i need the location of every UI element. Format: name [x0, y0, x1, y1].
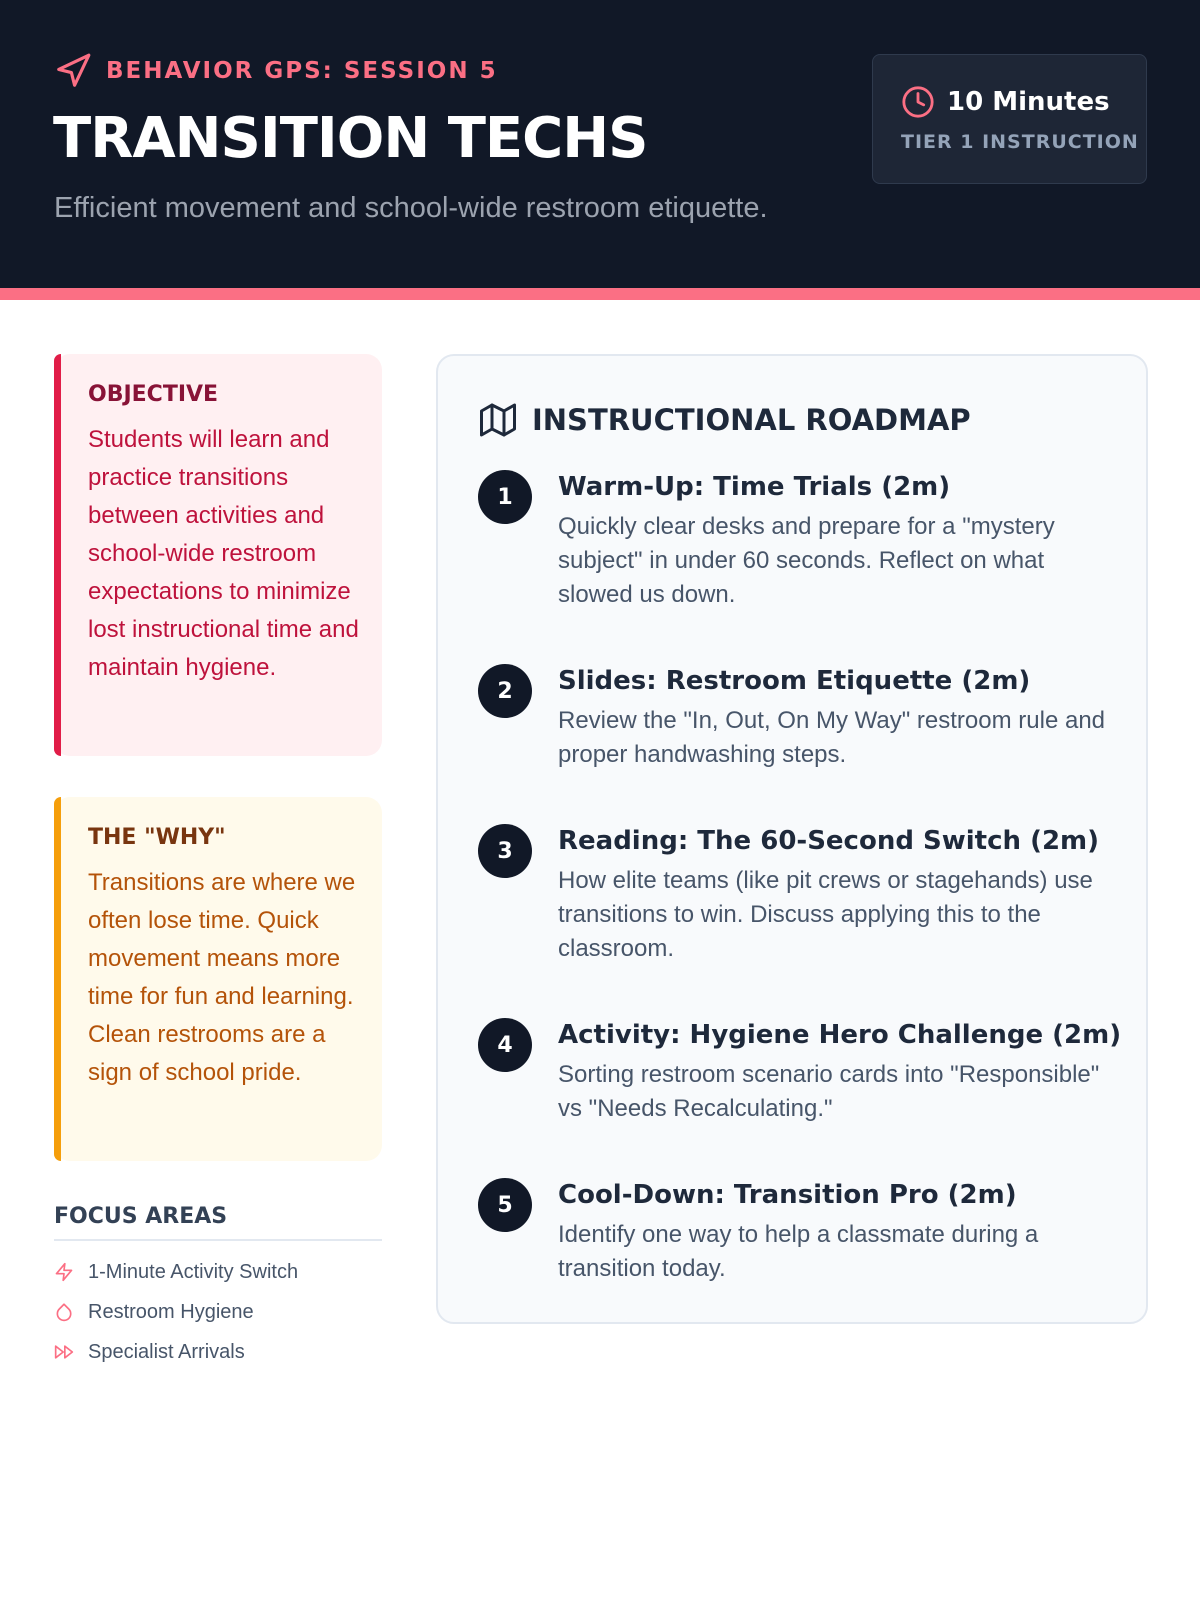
fast-forward-icon	[54, 1342, 74, 1362]
objective-heading: OBJECTIVE	[88, 382, 219, 407]
focus-item	[54, 1252, 298, 1292]
clock-icon	[901, 85, 935, 119]
instructional-roadmap-panel	[436, 354, 1148, 1324]
header-accent-divider	[0, 288, 1200, 300]
session-kicker	[54, 52, 498, 90]
session-label: BEHAVIOR GPS: SESSION 5	[106, 58, 498, 84]
objective-card	[54, 354, 382, 756]
focus-areas-list	[54, 1252, 298, 1372]
step-title: Reading: The 60-Second Switch (2m)	[558, 826, 1100, 856]
navigation-arrow-icon	[54, 52, 92, 90]
focus-item	[54, 1292, 298, 1332]
step-description: Sorting restroom scenario cards into "Responsible" vs "Needs Recalculating."	[558, 1061, 1100, 1122]
focus-item-label: Specialist Arrivals	[88, 1340, 245, 1363]
map-icon	[480, 402, 516, 438]
step-number-badge: 3	[478, 824, 532, 878]
step-number-badge: 2	[478, 664, 532, 718]
duration-value: 10 Minutes	[947, 87, 1110, 117]
step-description: Review the "In, Out, On My Way" restroom rule and proper handwashing steps.	[558, 707, 1106, 768]
step-title: Activity: Hygiene Hero Challenge (2m)	[558, 1020, 1122, 1050]
step-description: Identify one way to help a classmate during a transition today.	[558, 1221, 1039, 1282]
step-title: Cool-Down: Transition Pro (2m)	[558, 1180, 1017, 1210]
step-number-badge: 1	[478, 470, 532, 524]
duration-badge	[872, 54, 1147, 184]
focus-item	[54, 1332, 298, 1372]
why-text: Transitions are where we often lose time. Quick movement means more time for fun and learning. Clean restrooms are a sign of school pride.	[88, 869, 356, 1086]
lightning-icon	[54, 1262, 74, 1282]
tier-label: TIER 1 INSTRUCTION	[901, 131, 1139, 153]
step-title: Slides: Restroom Etiquette (2m)	[558, 666, 1031, 696]
header	[0, 0, 1200, 288]
droplet-icon	[54, 1302, 74, 1322]
page-subtitle: Efficient movement and school-wide restroom etiquette.	[54, 192, 768, 224]
focus-areas-heading: FOCUS AREAS	[54, 1204, 382, 1241]
step-description: Quickly clear desks and prepare for a "mystery subject" in under 60 seconds. Reflect on what slowed us down.	[558, 513, 1055, 608]
step-number-badge: 4	[478, 1018, 532, 1072]
step-title: Warm-Up: Time Trials (2m)	[558, 472, 951, 502]
roadmap-title: INSTRUCTIONAL ROADMAP	[532, 403, 971, 437]
step-number-badge: 5	[478, 1178, 532, 1232]
why-heading: THE "WHY"	[88, 825, 226, 850]
page-title: TRANSITION TECHS	[53, 106, 648, 171]
focus-item-label: Restroom Hygiene	[88, 1300, 254, 1323]
why-card	[54, 797, 382, 1161]
roadmap-header	[480, 402, 971, 438]
focus-item-label: 1-Minute Activity Switch	[88, 1260, 299, 1283]
step-description: How elite teams (like pit crews or stagehands) use transitions to win. Discuss applying this to the classroom.	[558, 867, 1093, 962]
objective-text: Students will learn and practice transitions between activities and school-wide restroom expectations to minimize lost instructional time and maintain hygiene.	[88, 426, 359, 681]
